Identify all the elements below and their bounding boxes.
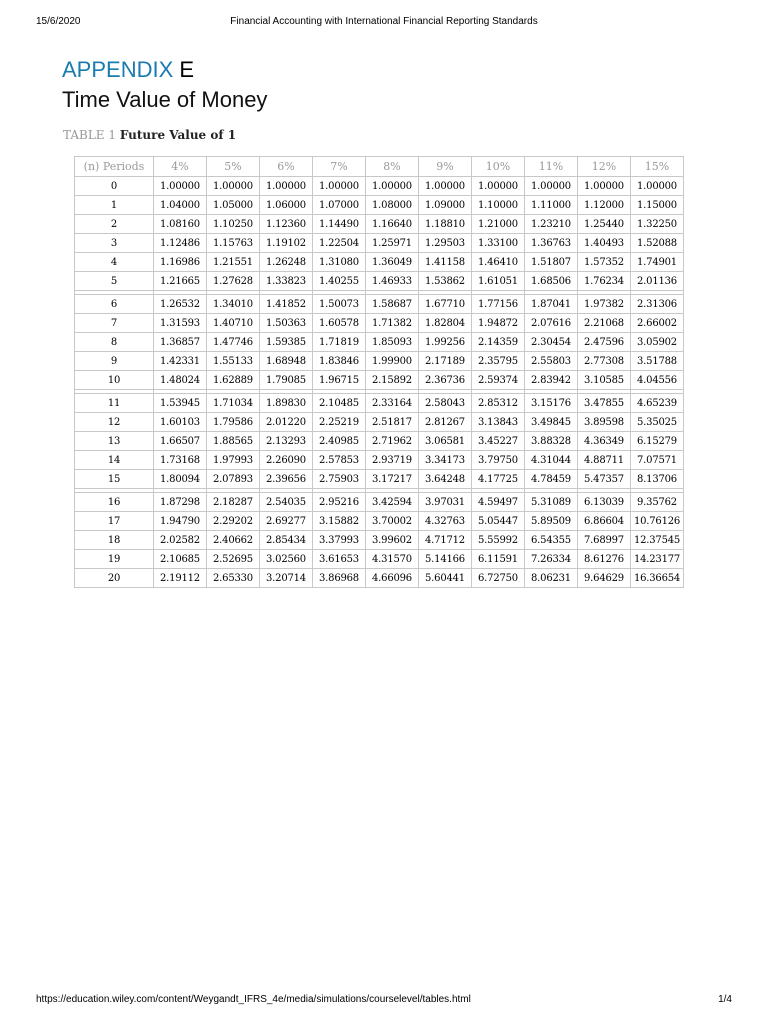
value-cell: 1.08000 <box>366 196 419 215</box>
table-row <box>75 569 684 588</box>
value-cell: 3.15176 <box>525 394 578 413</box>
value-cell: 2.47596 <box>578 333 631 352</box>
value-cell: 1.80094 <box>154 470 207 489</box>
value-cell: 1.04000 <box>154 196 207 215</box>
value-cell: 1.71382 <box>366 314 419 333</box>
value-cell: 14.23177 <box>631 550 684 569</box>
value-cell: 1.83846 <box>313 352 366 371</box>
value-cell: 1.16986 <box>154 253 207 272</box>
value-cell: 3.20714 <box>260 569 313 588</box>
value-cell: 6.54355 <box>525 531 578 550</box>
value-cell: 3.05902 <box>631 333 684 352</box>
value-cell: 3.97031 <box>419 493 472 512</box>
value-cell: 6.11591 <box>472 550 525 569</box>
value-cell: 2.36736 <box>419 371 472 390</box>
value-cell: 3.86968 <box>313 569 366 588</box>
period-cell: 11 <box>75 394 154 413</box>
value-cell: 3.47855 <box>578 394 631 413</box>
value-cell: 2.95216 <box>313 493 366 512</box>
value-cell: 2.93719 <box>366 451 419 470</box>
value-cell: 1.00000 <box>419 177 472 196</box>
value-cell: 2.33164 <box>366 394 419 413</box>
value-cell: 1.61051 <box>472 272 525 291</box>
value-cell: 1.00000 <box>207 177 260 196</box>
value-cell: 5.35025 <box>631 413 684 432</box>
value-cell: 3.15882 <box>313 512 366 531</box>
column-header-rate: 5% <box>207 157 260 177</box>
value-cell: 4.36349 <box>578 432 631 451</box>
value-cell: 2.54035 <box>260 493 313 512</box>
value-cell: 2.10685 <box>154 550 207 569</box>
value-cell: 1.21000 <box>472 215 525 234</box>
table-row <box>75 512 684 531</box>
table-row <box>75 196 684 215</box>
value-cell: 2.59374 <box>472 371 525 390</box>
value-cell: 1.53862 <box>419 272 472 291</box>
value-cell: 1.68948 <box>260 352 313 371</box>
value-cell: 1.66507 <box>154 432 207 451</box>
value-cell: 1.26248 <box>260 253 313 272</box>
value-cell: 1.67710 <box>419 295 472 314</box>
table-row <box>75 432 684 451</box>
value-cell: 1.51807 <box>525 253 578 272</box>
value-cell: 2.69277 <box>260 512 313 531</box>
value-cell: 2.21068 <box>578 314 631 333</box>
value-cell: 2.01220 <box>260 413 313 432</box>
value-cell: 3.42594 <box>366 493 419 512</box>
value-cell: 3.89598 <box>578 413 631 432</box>
period-cell: 19 <box>75 550 154 569</box>
future-value-table <box>74 156 684 588</box>
value-cell: 1.26532 <box>154 295 207 314</box>
value-cell: 1.09000 <box>419 196 472 215</box>
page-url: https://education.wiley.com/content/Weygandt_IFRS_4e/media/simulations/courselevel/tables.html <box>36 994 471 1005</box>
table-label: TABLE 1 <box>63 128 117 142</box>
value-cell: 1.50073 <box>313 295 366 314</box>
value-cell: 4.88711 <box>578 451 631 470</box>
value-cell: 3.51788 <box>631 352 684 371</box>
value-cell: 1.12360 <box>260 215 313 234</box>
value-cell: 2.01136 <box>631 272 684 291</box>
value-cell: 2.40985 <box>313 432 366 451</box>
value-cell: 2.40662 <box>207 531 260 550</box>
value-cell: 1.06000 <box>260 196 313 215</box>
value-cell: 3.64248 <box>419 470 472 489</box>
column-header-rate: 10% <box>472 157 525 177</box>
column-header-rate: 8% <box>366 157 419 177</box>
value-cell: 16.36654 <box>631 569 684 588</box>
value-cell: 2.10485 <box>313 394 366 413</box>
value-cell: 1.79586 <box>207 413 260 432</box>
column-header-rate: 11% <box>525 157 578 177</box>
table-row <box>75 352 684 371</box>
value-cell: 1.79085 <box>260 371 313 390</box>
value-cell: 1.52088 <box>631 234 684 253</box>
value-cell: 1.48024 <box>154 371 207 390</box>
table-row <box>75 451 684 470</box>
value-cell: 1.00000 <box>525 177 578 196</box>
value-cell: 1.74901 <box>631 253 684 272</box>
value-cell: 4.31570 <box>366 550 419 569</box>
column-header-rate: 9% <box>419 157 472 177</box>
value-cell: 2.55803 <box>525 352 578 371</box>
value-cell: 5.55992 <box>472 531 525 550</box>
value-cell: 1.12486 <box>154 234 207 253</box>
value-cell: 1.18810 <box>419 215 472 234</box>
table-row <box>75 531 684 550</box>
value-cell: 1.55133 <box>207 352 260 371</box>
table-row <box>75 253 684 272</box>
period-cell: 1 <box>75 196 154 215</box>
period-cell: 4 <box>75 253 154 272</box>
value-cell: 8.06231 <box>525 569 578 588</box>
value-cell: 3.37993 <box>313 531 366 550</box>
period-cell: 3 <box>75 234 154 253</box>
table-row <box>75 215 684 234</box>
value-cell: 1.59385 <box>260 333 313 352</box>
table-caption <box>63 128 236 142</box>
value-cell: 6.86604 <box>578 512 631 531</box>
value-cell: 1.82804 <box>419 314 472 333</box>
value-cell: 4.71712 <box>419 531 472 550</box>
table-row <box>75 413 684 432</box>
value-cell: 1.77156 <box>472 295 525 314</box>
value-cell: 2.13293 <box>260 432 313 451</box>
value-cell: 1.60103 <box>154 413 207 432</box>
value-cell: 1.40710 <box>207 314 260 333</box>
value-cell: 4.31044 <box>525 451 578 470</box>
value-cell: 7.26334 <box>525 550 578 569</box>
value-cell: 1.85093 <box>366 333 419 352</box>
value-cell: 8.61276 <box>578 550 631 569</box>
table-header-row <box>75 157 684 177</box>
value-cell: 2.07616 <box>525 314 578 333</box>
value-cell: 1.00000 <box>260 177 313 196</box>
value-cell: 1.42331 <box>154 352 207 371</box>
value-cell: 1.22504 <box>313 234 366 253</box>
value-cell: 1.99900 <box>366 352 419 371</box>
value-cell: 2.31306 <box>631 295 684 314</box>
value-cell: 1.89830 <box>260 394 313 413</box>
value-cell: 2.57853 <box>313 451 366 470</box>
value-cell: 2.14359 <box>472 333 525 352</box>
value-cell: 2.19112 <box>154 569 207 588</box>
value-cell: 7.68997 <box>578 531 631 550</box>
appendix-label: APPENDIX <box>62 57 174 82</box>
period-cell: 5 <box>75 272 154 291</box>
value-cell: 1.57352 <box>578 253 631 272</box>
table-row <box>75 314 684 333</box>
value-cell: 5.14166 <box>419 550 472 569</box>
value-cell: 1.08160 <box>154 215 207 234</box>
value-cell: 1.25440 <box>578 215 631 234</box>
value-cell: 4.17725 <box>472 470 525 489</box>
value-cell: 1.00000 <box>313 177 366 196</box>
appendix-heading <box>62 56 194 84</box>
value-cell: 1.33823 <box>260 272 313 291</box>
value-cell: 3.17217 <box>366 470 419 489</box>
value-cell: 1.14490 <box>313 215 366 234</box>
table-row <box>75 234 684 253</box>
period-cell: 20 <box>75 569 154 588</box>
column-header-rate: 4% <box>154 157 207 177</box>
value-cell: 2.66002 <box>631 314 684 333</box>
table-name: Future Value of 1 <box>119 128 237 142</box>
value-cell: 3.70002 <box>366 512 419 531</box>
value-cell: 1.34010 <box>207 295 260 314</box>
column-header-periods: (n) Periods <box>75 157 154 177</box>
value-cell: 1.40255 <box>313 272 366 291</box>
period-cell: 6 <box>75 295 154 314</box>
value-cell: 1.15763 <box>207 234 260 253</box>
value-cell: 9.35762 <box>631 493 684 512</box>
value-cell: 1.23210 <box>525 215 578 234</box>
value-cell: 1.97993 <box>207 451 260 470</box>
column-header-rate: 7% <box>313 157 366 177</box>
value-cell: 6.15279 <box>631 432 684 451</box>
value-cell: 1.71034 <box>207 394 260 413</box>
value-cell: 2.18287 <box>207 493 260 512</box>
value-cell: 4.66096 <box>366 569 419 588</box>
value-cell: 3.99602 <box>366 531 419 550</box>
value-cell: 1.73168 <box>154 451 207 470</box>
value-cell: 12.37545 <box>631 531 684 550</box>
value-cell: 1.87041 <box>525 295 578 314</box>
value-cell: 2.51817 <box>366 413 419 432</box>
value-cell: 1.33100 <box>472 234 525 253</box>
value-cell: 1.58687 <box>366 295 419 314</box>
value-cell: 2.35795 <box>472 352 525 371</box>
value-cell: 1.76234 <box>578 272 631 291</box>
print-date: 15/6/2020 <box>36 16 81 27</box>
table-row <box>75 550 684 569</box>
value-cell: 2.26090 <box>260 451 313 470</box>
value-cell: 1.46933 <box>366 272 419 291</box>
value-cell: 1.25971 <box>366 234 419 253</box>
value-cell: 2.65330 <box>207 569 260 588</box>
table-row <box>75 493 684 512</box>
period-cell: 17 <box>75 512 154 531</box>
value-cell: 2.58043 <box>419 394 472 413</box>
value-cell: 1.60578 <box>313 314 366 333</box>
value-cell: 5.60441 <box>419 569 472 588</box>
value-cell: 2.52695 <box>207 550 260 569</box>
value-cell: 2.83942 <box>525 371 578 390</box>
value-cell: 1.05000 <box>207 196 260 215</box>
value-cell: 3.88328 <box>525 432 578 451</box>
value-cell: 1.32250 <box>631 215 684 234</box>
value-cell: 1.36857 <box>154 333 207 352</box>
value-cell: 1.41852 <box>260 295 313 314</box>
table-row <box>75 470 684 489</box>
value-cell: 3.06581 <box>419 432 472 451</box>
value-cell: 5.47357 <box>578 470 631 489</box>
period-cell: 9 <box>75 352 154 371</box>
value-cell: 1.50363 <box>260 314 313 333</box>
value-cell: 4.59497 <box>472 493 525 512</box>
table-row <box>75 333 684 352</box>
value-cell: 6.72750 <box>472 569 525 588</box>
value-cell: 1.71819 <box>313 333 366 352</box>
period-cell: 15 <box>75 470 154 489</box>
value-cell: 1.94790 <box>154 512 207 531</box>
period-cell: 13 <box>75 432 154 451</box>
value-cell: 1.19102 <box>260 234 313 253</box>
value-cell: 1.31080 <box>313 253 366 272</box>
value-cell: 1.11000 <box>525 196 578 215</box>
value-cell: 5.05447 <box>472 512 525 531</box>
period-cell: 10 <box>75 371 154 390</box>
value-cell: 2.75903 <box>313 470 366 489</box>
period-cell: 16 <box>75 493 154 512</box>
value-cell: 1.62889 <box>207 371 260 390</box>
value-cell: 1.47746 <box>207 333 260 352</box>
value-cell: 1.27628 <box>207 272 260 291</box>
table-row <box>75 371 684 390</box>
value-cell: 2.85434 <box>260 531 313 550</box>
value-cell: 2.71962 <box>366 432 419 451</box>
column-header-rate: 12% <box>578 157 631 177</box>
value-cell: 5.31089 <box>525 493 578 512</box>
value-cell: 1.96715 <box>313 371 366 390</box>
value-cell: 4.65239 <box>631 394 684 413</box>
value-cell: 6.13039 <box>578 493 631 512</box>
value-cell: 1.36763 <box>525 234 578 253</box>
value-cell: 3.13843 <box>472 413 525 432</box>
table-row <box>75 177 684 196</box>
column-header-rate: 6% <box>260 157 313 177</box>
table-row <box>75 295 684 314</box>
value-cell: 1.29503 <box>419 234 472 253</box>
value-cell: 1.10250 <box>207 215 260 234</box>
value-cell: 2.39656 <box>260 470 313 489</box>
value-cell: 7.07571 <box>631 451 684 470</box>
page-number: 1/4 <box>718 994 732 1005</box>
value-cell: 10.76126 <box>631 512 684 531</box>
table-row <box>75 394 684 413</box>
period-cell: 0 <box>75 177 154 196</box>
period-cell: 14 <box>75 451 154 470</box>
period-cell: 18 <box>75 531 154 550</box>
value-cell: 1.00000 <box>366 177 419 196</box>
period-cell: 8 <box>75 333 154 352</box>
value-cell: 1.40493 <box>578 234 631 253</box>
value-cell: 2.29202 <box>207 512 260 531</box>
value-cell: 4.78459 <box>525 470 578 489</box>
period-cell: 2 <box>75 215 154 234</box>
value-cell: 2.15892 <box>366 371 419 390</box>
period-cell: 7 <box>75 314 154 333</box>
value-cell: 1.21665 <box>154 272 207 291</box>
value-cell: 2.81267 <box>419 413 472 432</box>
value-cell: 1.87298 <box>154 493 207 512</box>
value-cell: 1.31593 <box>154 314 207 333</box>
period-cell: 12 <box>75 413 154 432</box>
value-cell: 1.21551 <box>207 253 260 272</box>
value-cell: 2.30454 <box>525 333 578 352</box>
value-cell: 9.64629 <box>578 569 631 588</box>
value-cell: 1.88565 <box>207 432 260 451</box>
value-cell: 1.12000 <box>578 196 631 215</box>
value-cell: 1.00000 <box>578 177 631 196</box>
value-cell: 2.07893 <box>207 470 260 489</box>
value-cell: 1.46410 <box>472 253 525 272</box>
value-cell: 3.34173 <box>419 451 472 470</box>
value-cell: 1.53945 <box>154 394 207 413</box>
value-cell: 1.00000 <box>631 177 684 196</box>
value-cell: 1.41158 <box>419 253 472 272</box>
value-cell: 8.13706 <box>631 470 684 489</box>
value-cell: 1.00000 <box>472 177 525 196</box>
value-cell: 2.02582 <box>154 531 207 550</box>
value-cell: 2.85312 <box>472 394 525 413</box>
value-cell: 4.04556 <box>631 371 684 390</box>
appendix-title: Time Value of Money <box>62 87 268 112</box>
value-cell: 3.61653 <box>313 550 366 569</box>
value-cell: 1.36049 <box>366 253 419 272</box>
value-cell: 2.77308 <box>578 352 631 371</box>
table-row <box>75 272 684 291</box>
value-cell: 1.15000 <box>631 196 684 215</box>
value-cell: 1.16640 <box>366 215 419 234</box>
value-cell: 1.10000 <box>472 196 525 215</box>
value-cell: 1.00000 <box>154 177 207 196</box>
value-cell: 2.17189 <box>419 352 472 371</box>
value-cell: 2.25219 <box>313 413 366 432</box>
value-cell: 1.97382 <box>578 295 631 314</box>
value-cell: 1.07000 <box>313 196 366 215</box>
value-cell: 3.79750 <box>472 451 525 470</box>
value-cell: 4.32763 <box>419 512 472 531</box>
value-cell: 1.94872 <box>472 314 525 333</box>
value-cell: 3.45227 <box>472 432 525 451</box>
value-cell: 3.10585 <box>578 371 631 390</box>
value-cell: 3.02560 <box>260 550 313 569</box>
value-cell: 1.99256 <box>419 333 472 352</box>
value-cell: 5.89509 <box>525 512 578 531</box>
print-title: Financial Accounting with International Financial Reporting Standards <box>230 16 538 27</box>
value-cell: 3.49845 <box>525 413 578 432</box>
value-cell: 1.68506 <box>525 272 578 291</box>
appendix-letter: E <box>179 57 195 82</box>
column-header-rate: 15% <box>631 157 684 177</box>
